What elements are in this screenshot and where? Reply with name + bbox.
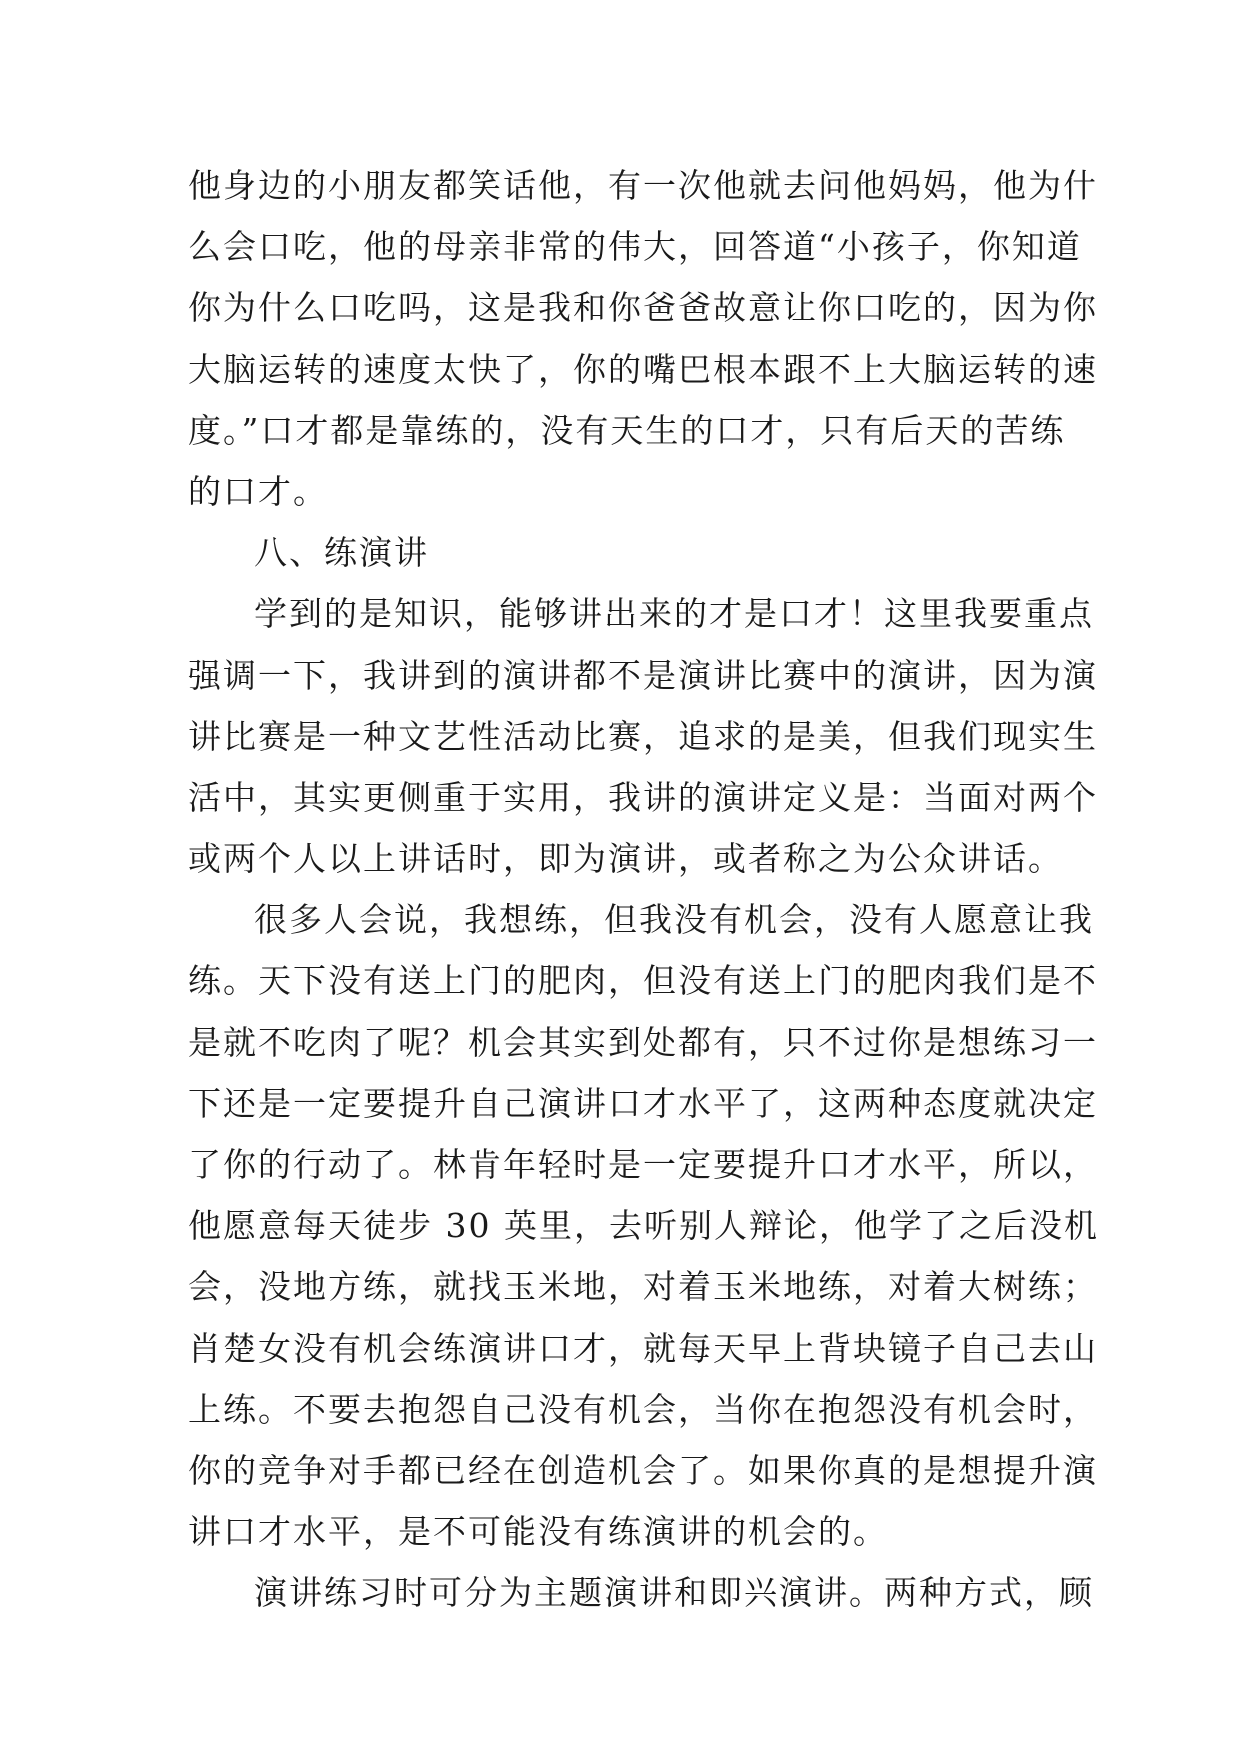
text-line: 他身边的小朋友都笑话他，有一次他就去问他妈妈，他为什 xyxy=(188,166,1098,205)
text-line: 的口才。 xyxy=(188,471,328,511)
text-line: 讲比赛是一种文艺性活动比赛，追求的是美，但我们现实生 xyxy=(188,716,1098,756)
text-line: 讲口才水平，是不可能没有练演讲的机会的。 xyxy=(188,1512,888,1552)
text-line: 强调一下，我讲到的演讲都不是演讲比赛中的演讲，因为演 xyxy=(188,655,1098,695)
text-line: 活中，其实更侧重于实用，我讲的演讲定义是：当面对两个 xyxy=(188,777,1098,817)
text-line: 肖楚女没有机会练演讲口才，就每天早上背块镜子自己去山 xyxy=(188,1328,1098,1368)
text-line: 下还是一定要提升自己演讲口才水平了，这两种态度就决定 xyxy=(188,1083,1098,1123)
text-line: 了你的行动了。林肯年轻时是一定要提升口才水平，所以， xyxy=(188,1145,1098,1184)
text-line: 学到的是知识，能够讲出来的才是口才！这里我要重点 xyxy=(254,594,1094,634)
document-body xyxy=(188,155,1099,1624)
text-line: 度。”口才都是靠练的，没有天生的口才，只有后天的苦练 xyxy=(188,410,1066,450)
text-line: 八、练演讲 xyxy=(254,533,429,573)
text-line: 么会口吃，他的母亲非常的伟大，回答道“小孩子，你知道 xyxy=(188,227,1082,267)
text-line: 演讲练习时可分为主题演讲和即兴演讲。两种方式，顾 xyxy=(254,1573,1094,1613)
text-line: 很多人会说，我想练，但我没有机会，没有人愿意让我 xyxy=(254,900,1094,940)
text-line: 你为什么口吃吗，这是我和你爸爸故意让你口吃的，因为你 xyxy=(188,288,1098,328)
text-line: 他愿意每天徒步 30 英里，去听别人辩论，他学了之后没机 xyxy=(188,1206,1099,1246)
text-line: 是就不吃肉了呢？机会其实到处都有，只不过你是想练习一 xyxy=(188,1022,1098,1062)
text-line: 练。天下没有送上门的肥肉，但没有送上门的肥肉我们是不 xyxy=(188,961,1098,1001)
text-line: 你的竞争对手都已经在创造机会了。如果你真的是想提升演 xyxy=(188,1450,1098,1490)
text-line: 或两个人以上讲话时，即为演讲，或者称之为公众讲话。 xyxy=(188,839,1063,879)
text-line: 会，没地方练，就找玉米地，对着玉米地练，对着大树练； xyxy=(188,1267,1098,1307)
text-line: 上练。不要去抱怨自己没有机会，当你在抱怨没有机会时， xyxy=(188,1389,1098,1429)
text-line: 大脑运转的速度太快了，你的嘴巴根本跟不上大脑运转的速 xyxy=(188,349,1098,389)
